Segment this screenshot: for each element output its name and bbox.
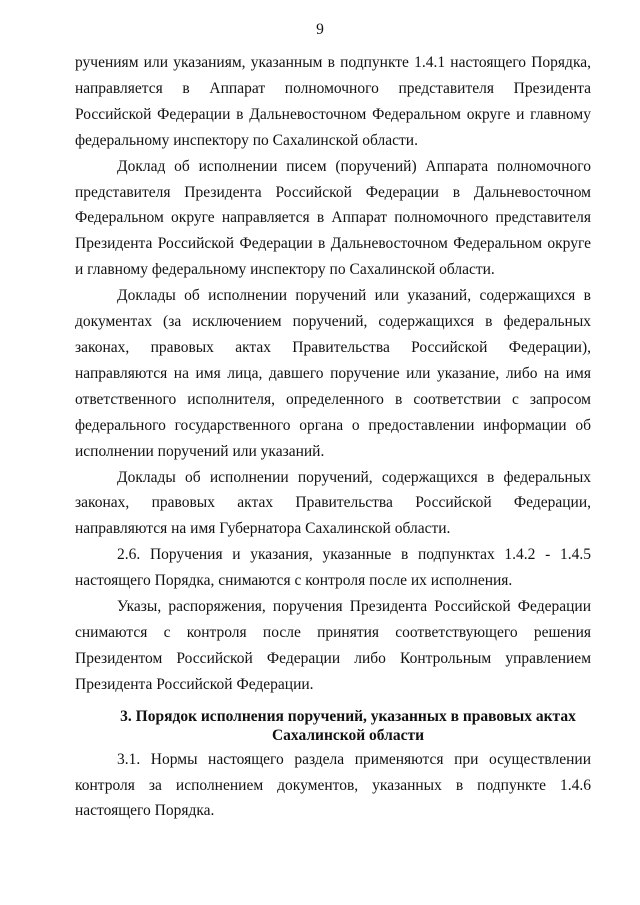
document-body [75,50,591,824]
paragraph-presidential-decrees: Указы, распоряжения, поручения Президента Российской Федерации снимаются с контроля после принятия соответствующего решения Президентом Российской Федерации либо Контрольным управлением Президента Российской Федерации. [75,598,591,693]
paragraph-continuation: ручениям или указаниям, указанным в подпункте 1.4.1 настоящего Порядка, направляется в Аппарат полномочного представителя Президента Российской Федерации в Дальневосточном Федеральном округе и главному федеральному инспектору по Сахалинской области. [75,54,591,149]
section-3-heading-line-1: 3. Порядок исполнения поручений, указанных в правовых актах [120,707,576,725]
paragraph-report-documents: Доклады об исполнении поручений или указаний, содержащихся в документах (за исключением поручений, содержащихся в федеральных законах, правовых актах Правительства Российской Федерации), направляются на имя лица, давшего поручение или указание, либо на имя ответственного исполнителя, определенного в соответствии с запросом федерального государственного органа о предоставлении информации об исполнении поручений или указаний. [75,287,591,460]
paragraph-report-letters: Доклад об исполнении писем (поручений) Аппарата полномочного представителя Президента Российской Федерации в Дальневосточном Федеральном округе направляется в Аппарат полномочного представителя Президента Российской Федерации в Дальневосточном Федеральном округе и главному федеральному инспектору по Сахалинской области. [75,157,591,279]
paragraph-2-6: 2.6. Поручения и указания, указанные в подпунктах 1.4.2 - 1.4.5 настоящего Порядка, снимаются с контроля после их исполнения. [75,546,591,590]
paragraph-3-1: 3.1. Нормы настоящего раздела применяются при осуществлении контроля за исполнением документов, указанных в подпункте 1.4.6 настоящего Порядка. [75,750,591,820]
section-3-heading-line-2: Сахалинской области [271,726,425,744]
page-number: 9 [316,21,324,38]
paragraph-report-federal-laws: Доклады об исполнении поручений, содержащихся в федеральных законах, правовых актах Правительства Российской Федерации, направляются на имя Губернатора Сахалинской области. [75,468,591,538]
section-3-heading [75,707,591,745]
